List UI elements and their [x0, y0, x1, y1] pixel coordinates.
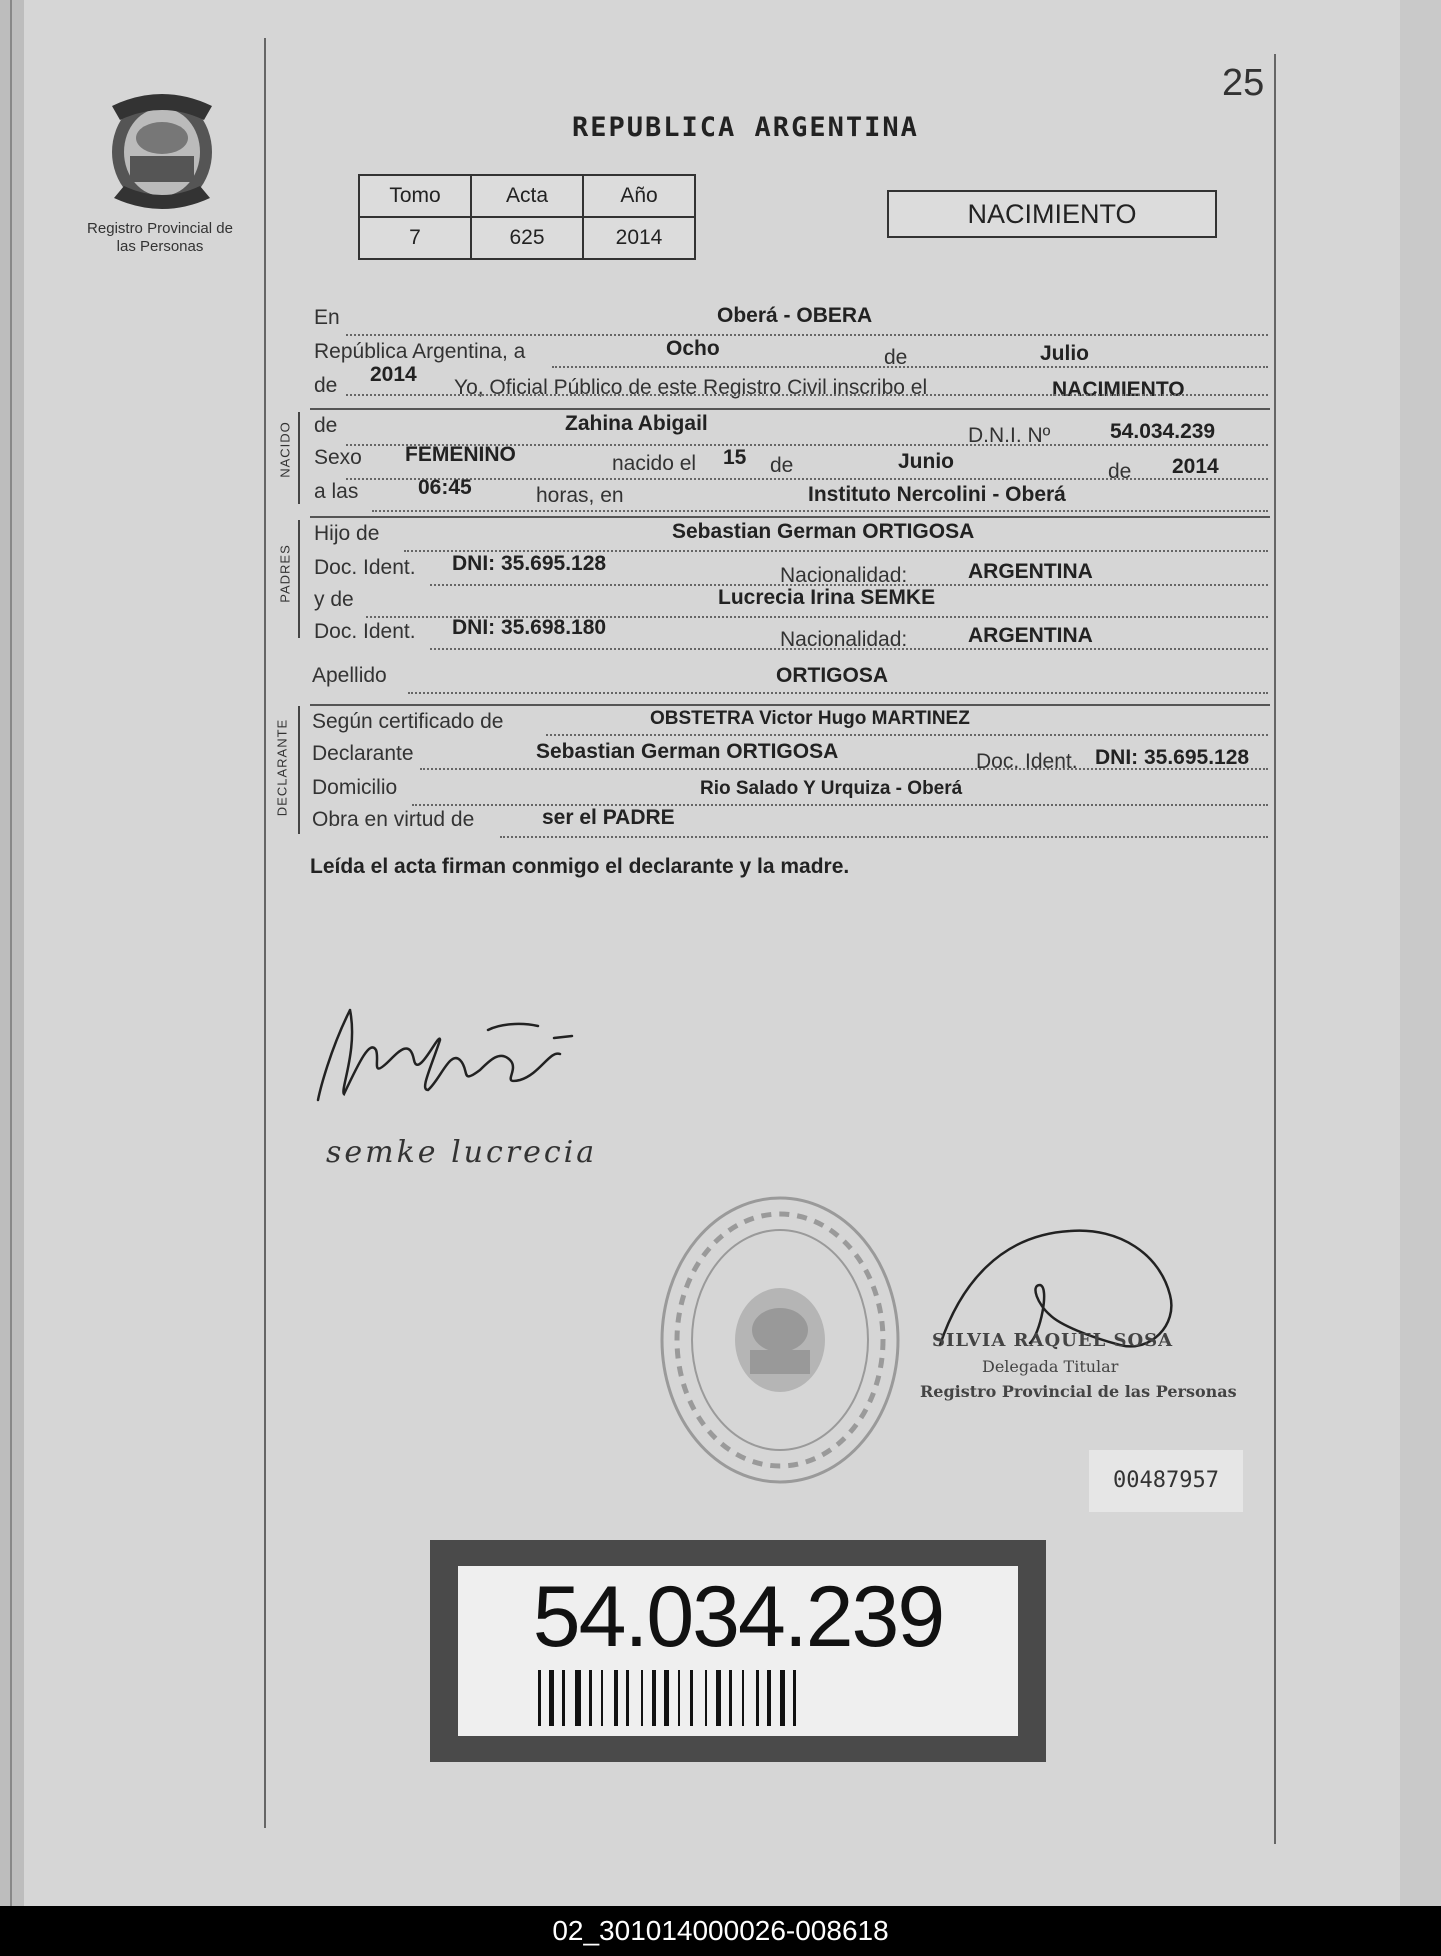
intro-day: Ocho: [666, 337, 720, 360]
separator: [310, 516, 1270, 518]
official-role: Delegada Titular: [982, 1357, 1119, 1376]
registry-seal-stamp: [655, 1190, 905, 1490]
birth-time: 06:45: [418, 476, 472, 499]
declarant-signature: [310, 990, 580, 1110]
left-border-line: [264, 38, 266, 1828]
document-title: REPUBLICA ARGENTINA: [572, 112, 919, 143]
officer-text: Yo, Oficial Público de este Registro Civil inscribo el: [454, 376, 928, 399]
declarant-name: Sebastian German ORTIGOSA: [536, 740, 839, 763]
official-name: SILVIA RAQUEL SOSA: [932, 1330, 1174, 1351]
y-de-label: y de: [314, 588, 354, 611]
republica-label: República Argentina, a: [314, 340, 526, 363]
declarante-label: Declarante: [312, 742, 414, 765]
dotted-line: [420, 768, 1268, 770]
barcode-label: [458, 1566, 1018, 1736]
obra-label: Obra en virtud de: [312, 808, 475, 831]
tomo-header: Tomo: [359, 175, 471, 217]
left-scan-margin: [0, 0, 24, 1906]
doc-label: Doc. Ident.: [314, 556, 416, 579]
official-organization: Registro Provincial de las Personas: [920, 1382, 1237, 1401]
child-dni: 54.034.239: [1110, 420, 1216, 443]
right-border-line: [1274, 54, 1276, 1844]
intro-act-type: NACIMIENTO: [1052, 378, 1185, 401]
birth-place: Instituto Nercolini - Oberá: [808, 483, 1066, 506]
barcode-icon: [538, 1670, 938, 1726]
sexo-label: Sexo: [314, 446, 362, 469]
certificado-label: Según certificado de: [312, 710, 504, 733]
record-type-box: NACIMIENTO: [887, 190, 1217, 238]
a-las-label: a las: [314, 480, 359, 503]
scan-footer-id: 02_301014000026-008618: [0, 1906, 1441, 1956]
father-name: Sebastian German ORTIGOSA: [672, 520, 975, 543]
dotted-line: [372, 510, 1268, 512]
dotted-line: [412, 804, 1268, 806]
en-label: En: [314, 306, 340, 329]
acta-value: 625: [471, 217, 583, 259]
father-nationality: ARGENTINA: [968, 560, 1093, 583]
page-number: 25: [1222, 62, 1265, 104]
padres-section-label: PADRES: [277, 544, 293, 603]
section-bar: [298, 706, 300, 834]
registry-label: Registro Provincial de las Personas: [87, 220, 233, 255]
barcode-sticker: [430, 1540, 1046, 1762]
nacido-label: nacido el: [612, 452, 697, 475]
intro-month: Julio: [1040, 342, 1090, 365]
child-name: Zahina Abigail: [565, 412, 708, 435]
de-label: de: [314, 414, 338, 437]
dotted-line: [500, 836, 1268, 838]
acta-header: Acta: [471, 175, 583, 217]
de-label: de: [770, 454, 794, 477]
horas-label: horas, en: [536, 484, 624, 507]
nacido-section-label: NACIDO: [277, 421, 293, 478]
domicilio-label: Domicilio: [312, 776, 398, 799]
reference-table: [358, 174, 696, 260]
birth-year: 2014: [1172, 455, 1219, 478]
year-prefix: de: [314, 374, 338, 397]
child-sex: FEMENINO: [405, 443, 516, 466]
dotted-line: [546, 734, 1268, 736]
mother-name: Lucrecia Irina SEMKE: [718, 586, 936, 609]
apellido-value: ORTIGOSA: [776, 664, 889, 687]
anio-header: Año: [583, 175, 695, 217]
serial-number-stamp: 00487957: [1089, 1450, 1243, 1512]
nacionalidad-label: Nacionalidad:: [780, 628, 908, 651]
anio-value: 2014: [583, 217, 695, 259]
section-bar: [298, 412, 300, 504]
dotted-line: [552, 366, 1268, 368]
right-scan-margin: [1400, 0, 1441, 1906]
nacionalidad-label: Nacionalidad:: [780, 564, 908, 587]
declarante-section-label: DECLARANTE: [274, 718, 290, 817]
de-label: de: [884, 346, 908, 369]
dotted-line: [346, 394, 1268, 396]
mother-doc: DNI: 35.698.180: [452, 616, 607, 639]
declarant-address: Rio Salado Y Urquiza - Oberá: [700, 778, 963, 799]
birth-day: 15: [723, 446, 747, 469]
dotted-line: [430, 648, 1268, 650]
misiones-crest-icon: [100, 86, 224, 216]
section-bar: [298, 520, 300, 638]
intro-year: 2014: [370, 363, 417, 386]
hijo-label: Hijo de: [314, 522, 380, 545]
mother-nationality: ARGENTINA: [968, 624, 1093, 647]
father-doc: DNI: 35.695.128: [452, 552, 607, 575]
tomo-value: 7: [359, 217, 471, 259]
dotted-line: [346, 334, 1268, 336]
dni-label: D.N.I. Nº: [968, 424, 1051, 447]
apellido-label: Apellido: [312, 664, 387, 687]
de-label: de: [1108, 460, 1132, 483]
birth-month: Junio: [898, 450, 954, 473]
declarant-doc: DNI: 35.695.128: [1095, 746, 1250, 769]
barcode-number: 54.034.239: [532, 1569, 944, 1665]
certificate-issuer: OBSTETRA Victor Hugo MARTINEZ: [650, 708, 970, 729]
closing-statement: Leída el acta firman conmigo el declarante y la madre.: [310, 855, 850, 878]
dotted-line: [408, 692, 1268, 694]
separator: [310, 408, 1270, 410]
separator: [310, 704, 1270, 706]
intro-place: Oberá - OBERA: [717, 304, 873, 327]
dotted-line: [346, 478, 1268, 480]
doc-label: Doc. Ident.: [314, 620, 416, 643]
doc-label: Doc. Ident.: [976, 750, 1078, 773]
obra-value: ser el PADRE: [542, 806, 675, 829]
handwritten-mother-name: semke lucrecia: [326, 1135, 598, 1170]
